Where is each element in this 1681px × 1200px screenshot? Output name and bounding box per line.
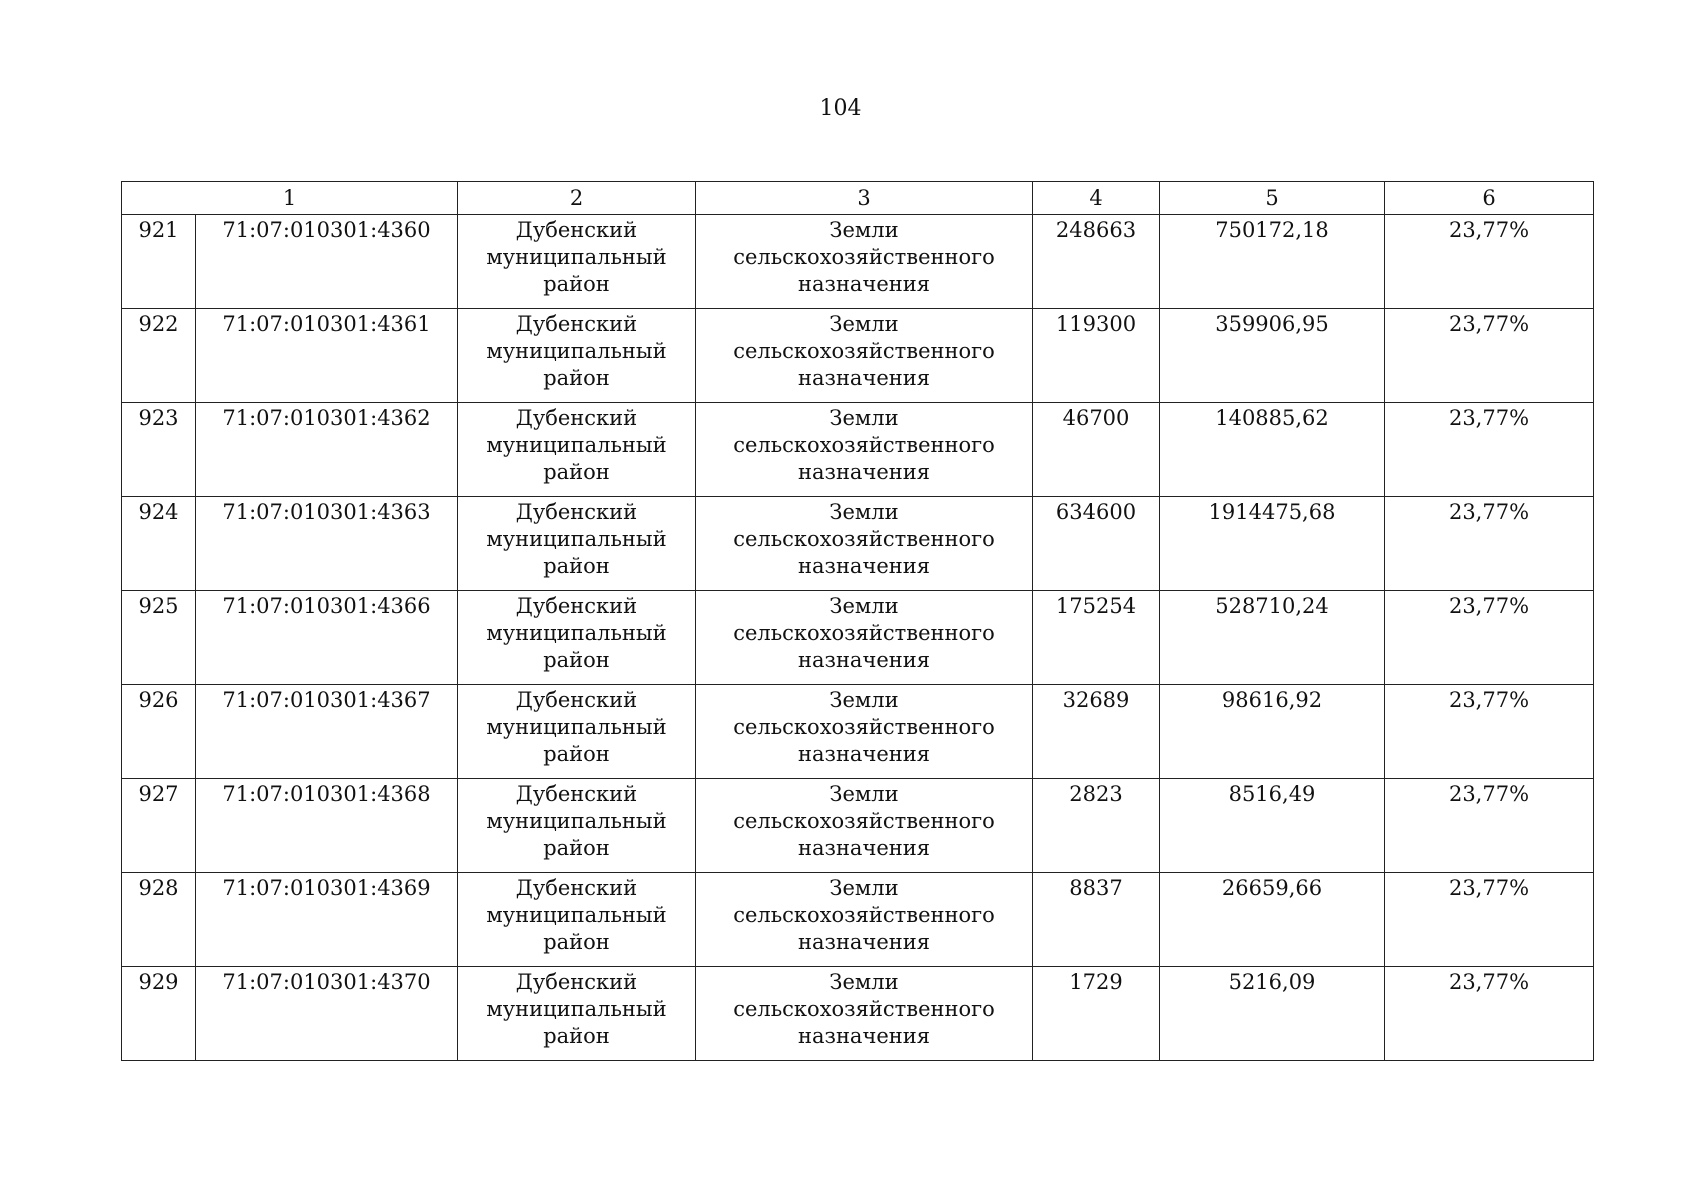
- cadastral-value-cell: 26659,66: [1160, 873, 1385, 967]
- land-category-cell: Земли сельскохозяйственного назначения: [696, 309, 1033, 403]
- table-row: [122, 873, 1594, 967]
- header-col-4: 4: [1033, 182, 1160, 215]
- cadastral-value-cell: 140885,62: [1160, 403, 1385, 497]
- header-col-3: 3: [696, 182, 1033, 215]
- area-cell: 248663: [1033, 215, 1160, 309]
- cadastral-number-cell: 71:07:010301:4369: [196, 873, 458, 967]
- region-cell: Дубенский муниципальный район: [458, 403, 696, 497]
- rate-cell: 23,77%: [1385, 685, 1594, 779]
- area-cell: 1729: [1033, 967, 1160, 1061]
- cadastral-number-cell: 71:07:010301:4361: [196, 309, 458, 403]
- land-category-cell: Земли сельскохозяйственного назначения: [696, 497, 1033, 591]
- cadastral-value-cell: 5216,09: [1160, 967, 1385, 1061]
- row-number-cell: 921: [122, 215, 196, 309]
- cadastral-number-cell: 71:07:010301:4363: [196, 497, 458, 591]
- land-plots-table: [121, 181, 1594, 1061]
- rate-cell: 23,77%: [1385, 591, 1594, 685]
- region-cell: Дубенский муниципальный район: [458, 215, 696, 309]
- cadastral-number-cell: 71:07:010301:4370: [196, 967, 458, 1061]
- cadastral-value-cell: 750172,18: [1160, 215, 1385, 309]
- row-number-cell: 922: [122, 309, 196, 403]
- header-col-1: 1: [122, 182, 458, 215]
- table-row: [122, 497, 1594, 591]
- row-number-cell: 925: [122, 591, 196, 685]
- cadastral-value-cell: 8516,49: [1160, 779, 1385, 873]
- table-row: [122, 309, 1594, 403]
- rate-cell: 23,77%: [1385, 215, 1594, 309]
- table-row: [122, 215, 1594, 309]
- table-body: [122, 215, 1594, 1061]
- area-cell: 634600: [1033, 497, 1160, 591]
- land-category-cell: Земли сельскохозяйственного назначения: [696, 215, 1033, 309]
- cadastral-number-cell: 71:07:010301:4366: [196, 591, 458, 685]
- row-number-cell: 927: [122, 779, 196, 873]
- land-category-cell: Земли сельскохозяйственного назначения: [696, 591, 1033, 685]
- cadastral-value-cell: 528710,24: [1160, 591, 1385, 685]
- table-row: [122, 967, 1594, 1061]
- rate-cell: 23,77%: [1385, 497, 1594, 591]
- cadastral-number-cell: 71:07:010301:4368: [196, 779, 458, 873]
- land-category-cell: Земли сельскохозяйственного назначения: [696, 403, 1033, 497]
- row-number-cell: 928: [122, 873, 196, 967]
- region-cell: Дубенский муниципальный район: [458, 779, 696, 873]
- cadastral-value-cell: 359906,95: [1160, 309, 1385, 403]
- rate-cell: 23,77%: [1385, 403, 1594, 497]
- rate-cell: 23,77%: [1385, 967, 1594, 1061]
- header-col-5: 5: [1160, 182, 1385, 215]
- land-category-cell: Земли сельскохозяйственного назначения: [696, 873, 1033, 967]
- land-category-cell: Земли сельскохозяйственного назначения: [696, 779, 1033, 873]
- area-cell: 2823: [1033, 779, 1160, 873]
- table-row: [122, 591, 1594, 685]
- area-cell: 8837: [1033, 873, 1160, 967]
- area-cell: 119300: [1033, 309, 1160, 403]
- table-row: [122, 403, 1594, 497]
- rate-cell: 23,77%: [1385, 779, 1594, 873]
- region-cell: Дубенский муниципальный район: [458, 967, 696, 1061]
- region-cell: Дубенский муниципальный район: [458, 497, 696, 591]
- cadastral-value-cell: 98616,92: [1160, 685, 1385, 779]
- area-cell: 46700: [1033, 403, 1160, 497]
- land-category-cell: Земли сельскохозяйственного назначения: [696, 685, 1033, 779]
- header-col-2: 2: [458, 182, 696, 215]
- cadastral-value-cell: 1914475,68: [1160, 497, 1385, 591]
- area-cell: 32689: [1033, 685, 1160, 779]
- region-cell: Дубенский муниципальный район: [458, 309, 696, 403]
- region-cell: Дубенский муниципальный район: [458, 873, 696, 967]
- row-number-cell: 923: [122, 403, 196, 497]
- table-row: [122, 685, 1594, 779]
- land-category-cell: Земли сельскохозяйственного назначения: [696, 967, 1033, 1061]
- table-header-row: [122, 182, 1594, 215]
- rate-cell: 23,77%: [1385, 873, 1594, 967]
- rate-cell: 23,77%: [1385, 309, 1594, 403]
- cadastral-number-cell: 71:07:010301:4360: [196, 215, 458, 309]
- row-number-cell: 924: [122, 497, 196, 591]
- row-number-cell: 929: [122, 967, 196, 1061]
- area-cell: 175254: [1033, 591, 1160, 685]
- cadastral-number-cell: 71:07:010301:4362: [196, 403, 458, 497]
- page-number: 104: [819, 96, 862, 121]
- table-row: [122, 779, 1594, 873]
- cadastral-number-cell: 71:07:010301:4367: [196, 685, 458, 779]
- header-col-6: 6: [1385, 182, 1594, 215]
- row-number-cell: 926: [122, 685, 196, 779]
- region-cell: Дубенский муниципальный район: [458, 591, 696, 685]
- region-cell: Дубенский муниципальный район: [458, 685, 696, 779]
